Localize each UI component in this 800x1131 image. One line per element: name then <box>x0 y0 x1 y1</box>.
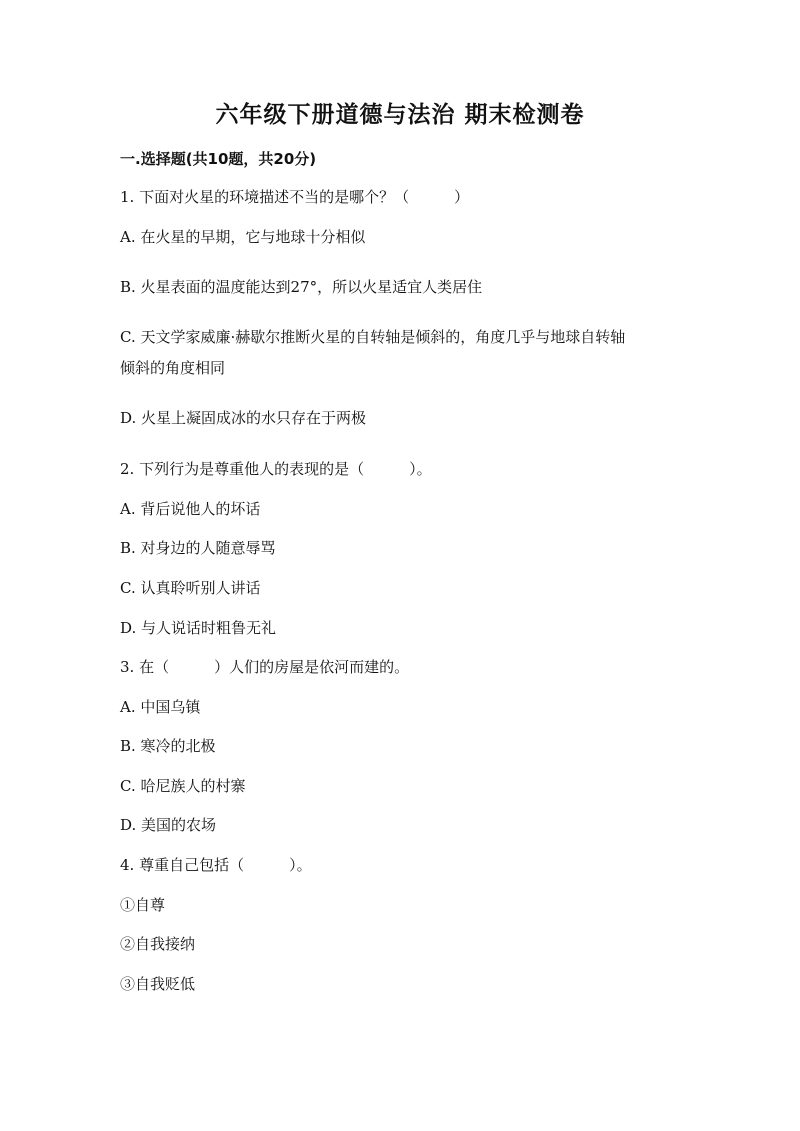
question-1-option-b: B. 火星表面的温度能达到27°，所以火星适宜人类居住 <box>120 278 483 296</box>
question-3-stem: 3. 在（ ）人们的房屋是依河而建的。 <box>120 658 410 676</box>
question-4-option-2: ②自我接纳 <box>120 935 196 953</box>
question-1-option-a: A. 在火星的早期，它与地球十分相似 <box>120 228 366 246</box>
question-1-stem: 1. 下面对火星的环境描述不当的是哪个？（ ） <box>120 188 470 206</box>
question-4-option-3: ③自我贬低 <box>120 975 196 993</box>
question-3-option-a: A. 中国乌镇 <box>120 698 201 716</box>
question-1-option-c-line1: C. 天文学家威廉·赫歇尔推断火星的自转轴是倾斜的，角度几乎与地球自转轴 <box>120 328 626 346</box>
section-heading: 一.选择题(共10题，共20分) <box>120 150 317 168</box>
question-2-stem: 2. 下列行为是尊重他人的表现的是（ ）。 <box>120 460 432 478</box>
question-4-stem: 4. 尊重自己包括（ ）。 <box>120 856 312 874</box>
question-2-option-a: A. 背后说他人的坏话 <box>120 500 261 518</box>
question-1-option-c-line2: 倾斜的角度相同 <box>120 359 226 377</box>
question-1-option-d: D. 火星上凝固成冰的水只存在于两极 <box>120 409 367 427</box>
question-3-option-b: B. 寒冷的北极 <box>120 737 216 755</box>
question-2-option-c: C. 认真聆听别人讲话 <box>120 579 261 597</box>
page-title: 六年级下册道德与法治 期末检测卷 <box>215 102 585 128</box>
question-2-option-d: D. 与人说话时粗鲁无礼 <box>120 619 277 637</box>
question-2-option-b: B. 对身边的人随意辱骂 <box>120 539 276 557</box>
question-3-option-d: D. 美国的农场 <box>120 816 217 834</box>
question-4-option-1: ①自尊 <box>120 896 166 914</box>
question-3-option-c: C. 哈尼族人的村寨 <box>120 777 246 795</box>
